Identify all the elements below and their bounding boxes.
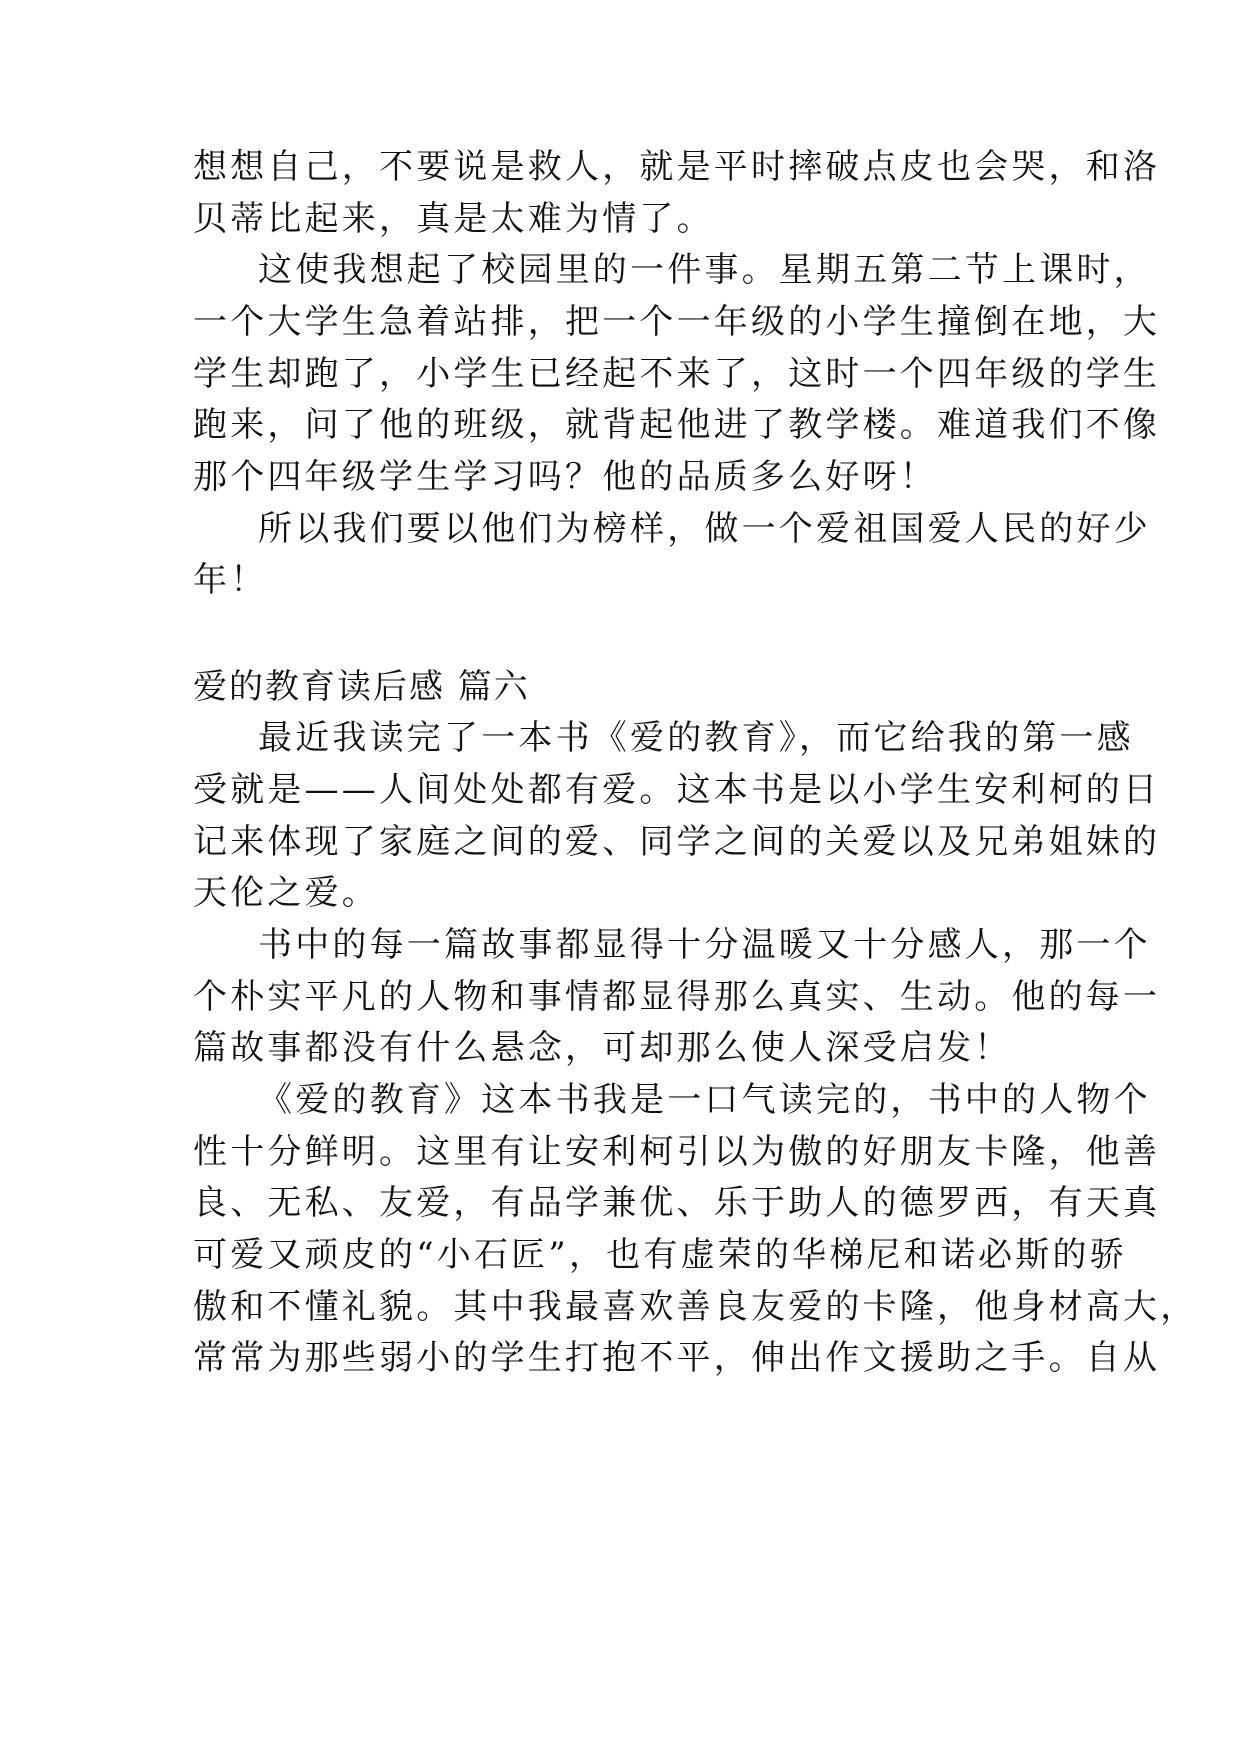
text-line: 《爱的教育》这本书我是一口气读完的，书中的人物个: [258, 1080, 1151, 1120]
text-line: 良、无私、友爱，有品学兼优、乐于助人的德罗西，有天真: [193, 1183, 1161, 1223]
text-line: 想想自己，不要说是救人，就是平时摔破点皮也会哭，和洛: [193, 147, 1161, 187]
text-line: 篇故事都没有什么悬念，可却那么使人深受启发！: [193, 1028, 1012, 1068]
section-heading: 爱的教育读后感 篇六: [193, 667, 530, 707]
text-line: 这使我想起了校园里的一件事。星期五第二节上课时，: [258, 250, 1151, 290]
text-line: 最近我读完了一本书《爱的教育》，而它给我的第一感: [258, 718, 1134, 758]
text-line: 学生却跑了，小学生已经起不来了，这时一个四年级的学生: [193, 354, 1161, 394]
text-line: 记来体现了家庭之间的爱、同学之间的关爱以及兄弟姐妹的: [193, 822, 1161, 862]
text-line: 受就是——人间处处都有爱。这本书是以小学生安利柯的日: [193, 770, 1161, 810]
text-line: 一个大学生急着站排，把一个一年级的小学生撞倒在地，大: [193, 302, 1161, 342]
text-line: 常常为那些弱小的学生打抱不平，伸出作文援助之手。自从: [193, 1338, 1161, 1378]
text-line: 所以我们要以他们为榜样，做一个爱祖国爱人民的好少: [258, 509, 1151, 549]
text-line: 年！: [193, 560, 268, 600]
text-line: 性十分鲜明。这里有让安利柯引以为傲的好朋友卡隆，他善: [193, 1132, 1161, 1172]
text-line: 那个四年级学生学习吗？他的品质多么好呀！: [193, 457, 937, 497]
text-line: 个朴实平凡的人物和事情都显得那么真实、生动。他的每一: [193, 977, 1161, 1017]
text-line: 书中的每一篇故事都显得十分温暖又十分感人，那一个: [258, 925, 1151, 965]
text-line: 傲和不懂礼貌。其中我最喜欢善良友爱的卡隆，他身材高大，: [193, 1287, 1198, 1327]
text-line: 跑来，问了他的班级，就背起他进了教学楼。难道我们不像: [193, 405, 1161, 445]
text-line: 贝蒂比起来，真是太难为情了。: [193, 199, 714, 239]
text-line: 天伦之爱。: [193, 873, 379, 913]
text-line: 可爱又顽皮的“小石匠”，也有虚荣的华梯尼和诺必斯的骄: [193, 1235, 1127, 1275]
